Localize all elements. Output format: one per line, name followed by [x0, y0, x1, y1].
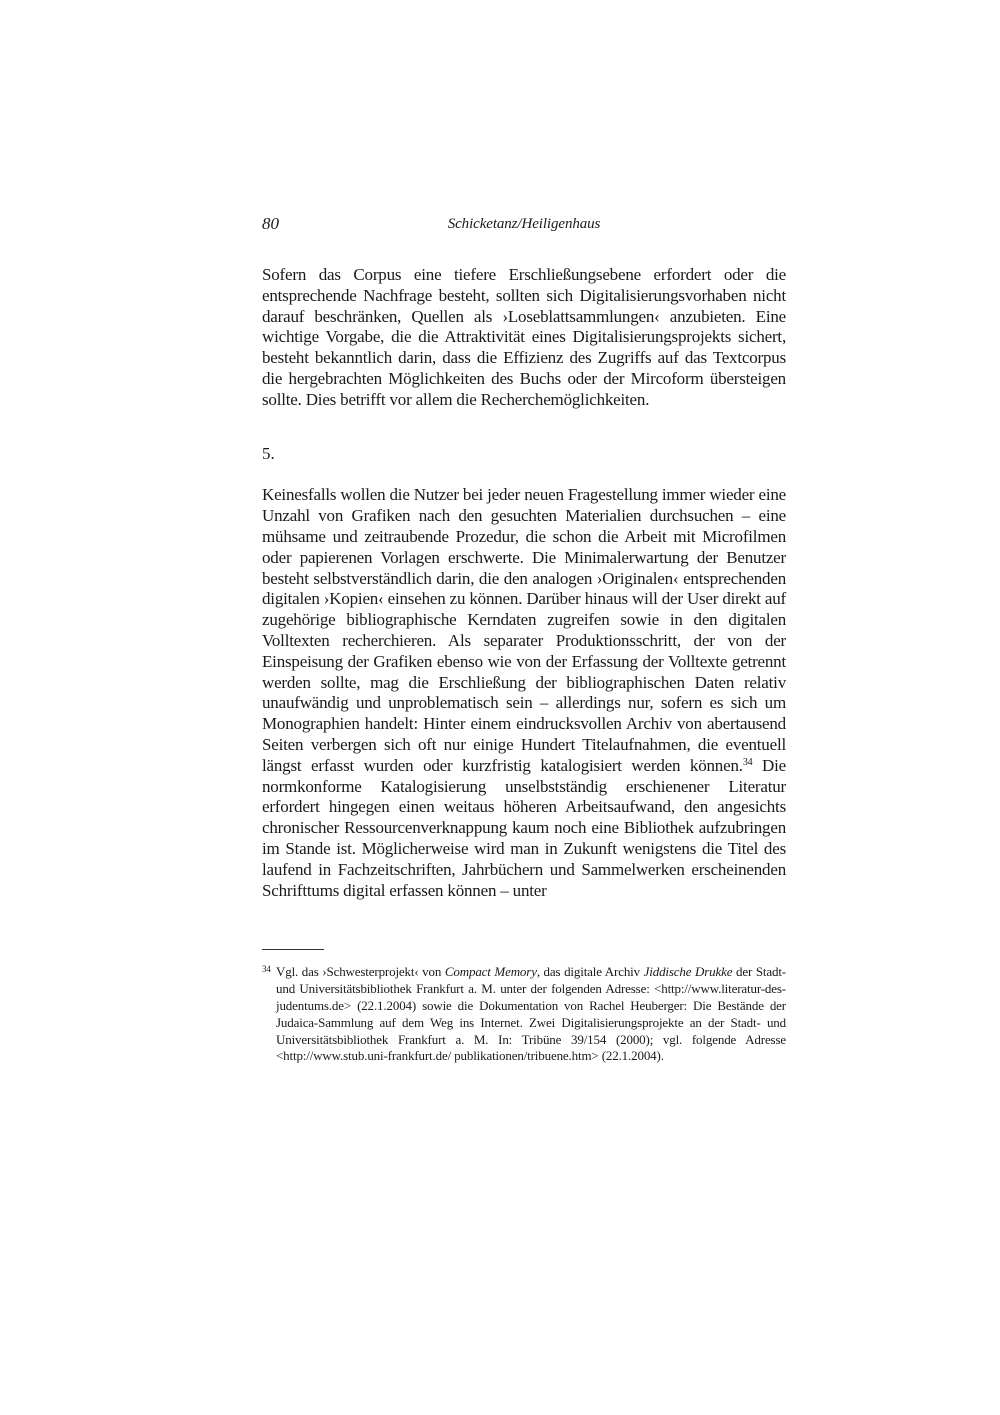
paragraph-2-text-after-note: Die normkonforme Katalogisierung unselbstständig erschienener Literatur erfordert hingegen einen weitaus höheren Arbeitsaufwand, den angesichts chronischer Ressourcenverknappung kaum noch eine Bibliothek aufzubringen im Stande ist. Möglicherweise wird man in Zukunft wenigstens die Titel des laufend in Fachzeitschriften, Jahrbüchern und Sammelwerken erscheinenden Schrifttums digital erfassen können – unter: [262, 755, 787, 900]
body-paragraph-2: [262, 485, 786, 901]
footnote-34: [262, 964, 786, 1065]
body-paragraph-1: Sofern das Corpus eine tiefere Erschließungsebene erfordert oder die entsprechende Nachfrage besteht, sollten sich Digitalisierungsvorhaben nicht darauf beschränken, Quellen als ›Loseblattsammlungen‹ anzubieten. Eine wichtige Vorgabe, die die Attraktivität eines Digitalisierungsprojekts sichert, besteht bekanntlich darin, dass die Effizienz des Zugriffs auf das Textcorpus die hergebrachten Möglichkeiten des Buchs oder der Mircoform übersteigen sollte. Dies betrifft vor allem die Recherchemöglichkeiten.: [262, 265, 786, 409]
section-number: 5.: [262, 443, 275, 463]
footnote-title-compact-memory: Compact Memory: [444, 964, 537, 980]
footnote-number: 34: [262, 964, 271, 975]
footnote-text-part-1: Vgl. das ›Schwesterprojekt‹ von: [276, 964, 445, 980]
running-head: [262, 212, 786, 240]
page-number: 80: [262, 214, 279, 233]
paragraph-2-text-before-note: Keinesfalls wollen die Nutzer bei jeder neuen Fragestellung immer wieder eine Unzahl von Grafiken nach den gesuchten Materialien durchsuchen – eine mühsame und zeitraubende Prozedur, die schon die Arbeit mit Microfilmen oder papierenen Vorlagen erschwerte. Die Minimalerwartung der Benutzer besteht selbstverständlich darin, die den analogen ›Originalen‹ entsprechenden digitalen ›Kopien‹ einsehen zu können. Darüber hinaus will der User direkt auf zugehörige bibliographische Kerndaten zugreifen sowie in den digitalen Volltexten recherchieren. Als separater Produktionsschritt, der von der Einspeisung der Grafiken ebenso wie von der Erfassung der Volltexte getrennt werden sollte, mag die Erschließung der bibliographischen Daten relativ unaufwändig und unproblematisch sein – allerdings nur, sofern es sich um Monographien handelt: Hinter einem eindrucksvollen Archiv von abertausend Seiten verbergen sich oft nur einige Hundert Titelaufnahmen, die eventuell längst erfasst wurden oder kurzfristig katalogisiert werden können.: [262, 485, 786, 775]
book-page: [262, 212, 786, 1078]
running-title: Schicketanz/Heiligenhaus: [447, 216, 601, 232]
footnote-text-part-3: der Stadt- und Universitätsbibliothek Frankfurt a. M. unter der folgenden Adresse: <http://www.literatur-des-judentums.de> (22.1.2004) sowie die Dokumentation von Rachel Heuberger: Die Bestände der Judaica-Sammlung auf dem Weg ins Internet. Zwei Digitalisierungsprojekte an der Stadt- und Universitätsbibliothek Frankfurt a. M. In: Tribüne 39/154 (2000); vgl. folgende Adresse <http://www.stub.uni-frankfurt.de/ publikationen/tribuene.htm> (22.1.2004).: [276, 964, 786, 1064]
footnote-divider: [262, 949, 324, 950]
footnote-title-jiddische-drucke: Jiddische Drukke: [643, 964, 733, 980]
footnote-reference[interactable]: 34: [742, 756, 753, 768]
footnote-text-part-2: , das digitale Archiv: [536, 964, 644, 980]
